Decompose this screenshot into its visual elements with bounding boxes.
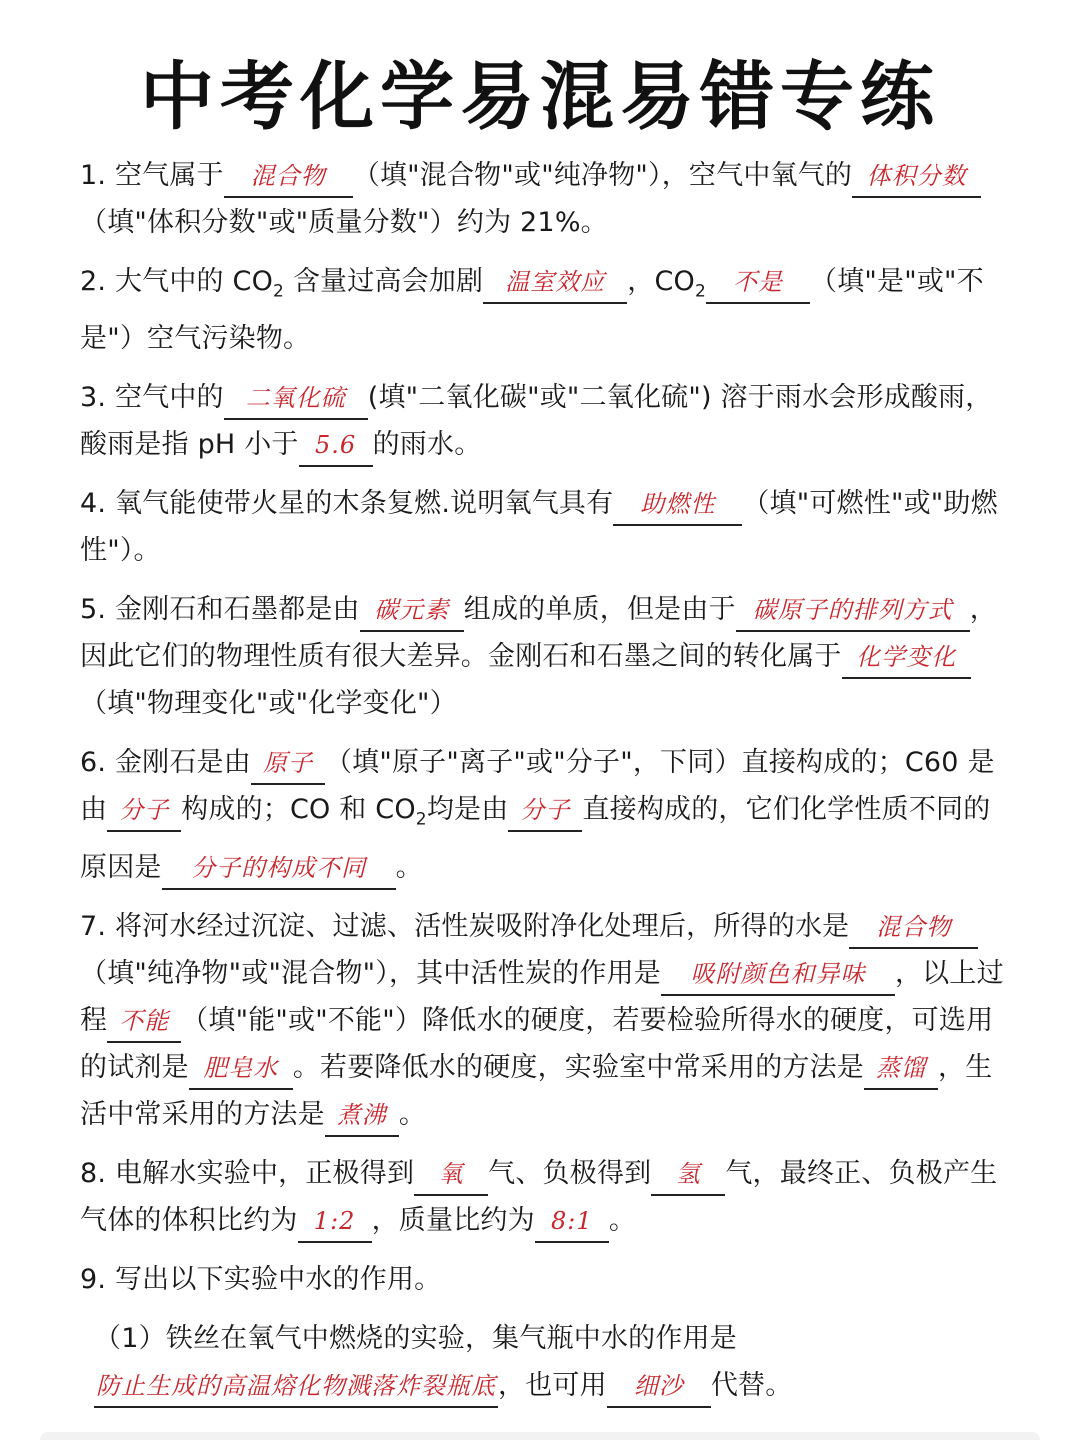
answer-blank: 碳原子的排列方式 <box>736 590 970 632</box>
answer-blank: 煮沸 <box>325 1095 399 1137</box>
question-4: 4. 氧气能使带火星的木条复燃.说明氧气具有 助燃性 （填"可燃性"或"助燃性"）。 <box>80 480 1005 574</box>
answer-blank: 原子 <box>251 743 325 785</box>
answer-blank: 二氧化硫 <box>224 378 368 420</box>
question-5: 5. 金刚石和石墨都是由 碳元素 组成的单质，但是由于 碳原子的排列方式 ，因此它们的物理性质有很大差异。金刚石和石墨之间的转化属于 化学变化（填"物理变化"或"化学变化"） <box>80 586 1005 727</box>
footer-bar <box>40 1432 1040 1440</box>
answer-blank: 5.6 <box>299 425 373 467</box>
answer-blank: 不能 <box>107 1001 181 1043</box>
answer-blank: 吸附颜色和异味 <box>661 954 895 996</box>
answer-blank: 分子的构成不同 <box>162 848 396 890</box>
answer-blank: 分子 <box>508 790 582 832</box>
exercise-list <box>80 152 1005 1421</box>
answer-blank: 体积分数 <box>852 156 981 198</box>
question-6: 6. 金刚石是由 原子 （填"原子"离子"或"分子"，下同）直接构成的；C60 是由 分子 构成的；CO 和 $CO_2$均是由 分子 直接构成的，它们化学性质不同的原因是 分子的构成不同 。 <box>80 739 1005 890</box>
answer-blank: 氢 <box>651 1154 725 1196</box>
question-8: 8. 电解水实验中，正极得到 氧 气、负极得到 氢 气，最终正、负极产生气体的体积比约为 1:2 ，质量比约为 8:1 。 <box>80 1150 1005 1244</box>
answer-blank: 细沙 <box>607 1366 711 1408</box>
answer-blank: 化学变化 <box>842 637 971 679</box>
question-9-1: （1）铁丝在氧气中燃烧的实验，集气瓶中水的作用是防止生成的高温熔化物溅落炸裂瓶底，也可用 细沙 代替。 <box>80 1315 1005 1409</box>
question-7: 7. 将河水经过沉淀、过滤、活性炭吸附净化处理后，所得的水是 混合物（填"纯净物"或"混合物"），其中活性炭的作用是 吸附颜色和异味 ，以上过程 不能 （填"能"或"不能"）降低水的硬度，若要检验所得水的硬度，可选用的试剂是 肥皂水 。若要降低水的硬度，实验室中常采用的方法是 蒸馏 ，生活中常采用的方法是 煮沸 。 <box>80 903 1005 1138</box>
answer-blank: 碳元素 <box>360 590 464 632</box>
answer-blank: 分子 <box>107 790 181 832</box>
question-3: 3. 空气中的 二氧化硫 (填"二氧化碳"或"二氧化硫") 溶于雨水会形成酸雨，酸雨是指 pH 小于 5.6 的雨水。 <box>80 374 1005 468</box>
answer-blank: 8:1 <box>535 1201 609 1243</box>
answer-blank: 1:2 <box>298 1201 372 1243</box>
answer-blank: 混合物 <box>224 156 353 198</box>
answer-blank: 混合物 <box>849 907 978 949</box>
answer-blank: 肥皂水 <box>189 1048 293 1090</box>
answer-blank: 氧 <box>414 1154 488 1196</box>
page-title: 中考化学易混易错专练 <box>140 54 940 140</box>
question-1: 1. 空气属于 混合物 （填"混合物"或"纯净物"），空气中氧气的 体积分数（填"体积分数"或"质量分数"）约为 21%。 <box>80 152 1005 246</box>
answer-blank: 蒸馏 <box>864 1048 938 1090</box>
answer-blank: 助燃性 <box>613 484 742 526</box>
answer-blank: 防止生成的高温熔化物溅落炸裂瓶底 <box>94 1366 498 1408</box>
answer-blank: 不是 <box>706 262 810 304</box>
answer-blank: 温室效应 <box>483 262 627 304</box>
question-9: 9. 写出以下实验中水的作用。 <box>80 1263 442 1295</box>
question-2: 2. 大气中的 $CO_2$ 含量过高会加剧 温室效应 ，$CO_2$ 不是 （填"是"或"不是"）空气污染物。 <box>80 258 1005 362</box>
